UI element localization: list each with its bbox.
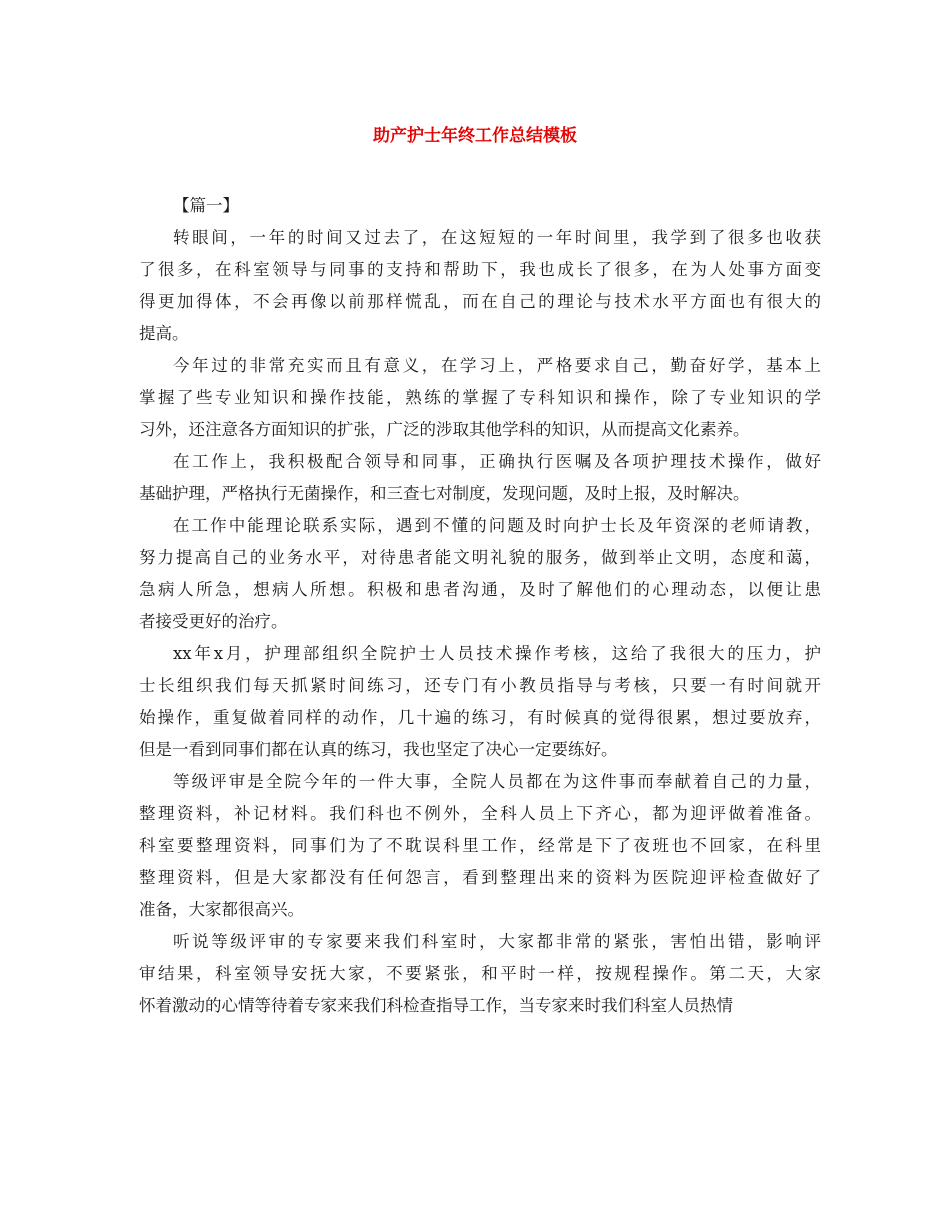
paragraph-line: 始操作，重复做着同样的动作，几十遍的练习，有时候真的觉得很累，想过要放弃， xyxy=(139,708,821,727)
paragraph-line: 基础护理，严格执行无菌操作，和三查七对制度，发现问题，及时上报，及时解决。 xyxy=(139,484,750,503)
body-paragraph xyxy=(139,766,821,926)
paragraph-line: 但是一看到同事们都在认真的练习，我也坚定了决心一定要练好。 xyxy=(139,740,618,759)
paragraph-line: 在工作上，我积极配合领导和同事，正确执行医嘱及各项护理技术操作，做好 xyxy=(173,452,821,471)
body-paragraph xyxy=(139,638,821,766)
document-title: 助产护士年终工作总结模板 xyxy=(373,126,577,146)
paragraph-line: 得更加得体，不会再像以前那样慌乱，而在自己的理论与技术水平方面也有很大的 xyxy=(139,292,821,311)
paragraph-line: 掌握了些专业知识和操作技能，熟练的掌握了专科知识和操作，除了专业知识的学 xyxy=(139,388,821,407)
paragraph-line: 整理资料，但是大家都没有任何怨言，看到整理出来的资料为医院迎评检查做好了 xyxy=(139,868,821,887)
paragraph-line: 科室要整理资料，同事们为了不耽误科里工作，经常是下了夜班也不回家，在科里 xyxy=(139,836,821,855)
paragraph-line: 提高。 xyxy=(139,324,189,343)
paragraph-line: 了很多，在科室领导与同事的支持和帮助下，我也成长了很多，在为人处事方面变 xyxy=(139,260,821,279)
paragraph-line: 听说等级评审的专家要来我们科室时，大家都非常的紧张，害怕出错，影响评 xyxy=(173,932,821,951)
paragraph-line: 整理资料，补记材料。我们科也不例外，全科人员上下齐心，都为迎评做着准备。 xyxy=(139,804,821,823)
paragraph-line: 准备，大家都很高兴。 xyxy=(139,900,304,919)
body-paragraph xyxy=(139,222,821,350)
paragraph-line: 者接受更好的治疗。 xyxy=(139,612,288,631)
paragraph-line: 努力提高自己的业务水平，对待患者能文明礼貌的服务，做到举止文明，态度和蔼， xyxy=(139,548,821,567)
paragraph-line: 习外，还注意各方面知识的扩张，广泛的涉取其他学科的知识，从而提高文化素养。 xyxy=(139,420,750,439)
paragraph-container xyxy=(139,222,821,1022)
body-paragraph xyxy=(139,926,821,1022)
paragraph-line: 急病人所急，想病人所想。积极和患者沟通，及时了解他们的心理动态，以便让患 xyxy=(139,580,821,599)
paragraph-line: xx年x月，护理部组织全院护士人员技术操作考核，这给了我很大的压力，护 xyxy=(173,644,821,663)
body-paragraph xyxy=(139,446,821,510)
paragraph-line: 审结果，科室领导安抚大家，不要紧张，和平时一样，按规程操作。第二天，大家 xyxy=(139,964,821,983)
body-paragraph xyxy=(139,510,821,638)
paragraph-line: 今年过的非常充实而且有意义，在学习上，严格要求自己，勤奋好学，基本上 xyxy=(173,356,821,375)
paragraph-line: 士长组织我们每天抓紧时间练习，还专门有小教员指导与考核，只要一有时间就开 xyxy=(139,676,821,695)
section-label: 【篇一】 xyxy=(173,196,239,215)
paragraph-line: 在工作中能理论联系实际，遇到不懂的问题及时向护士长及年资深的老师请教， xyxy=(173,516,821,535)
paragraph-line: 转眼间，一年的时间又过去了，在这短短的一年时间里，我学到了很多也收获 xyxy=(173,228,821,247)
document-body xyxy=(139,190,821,1022)
paragraph-line: 等级评审是全院今年的一件大事，全院人员都在为这件事而奉献着自己的力量， xyxy=(173,772,821,791)
body-paragraph xyxy=(139,350,821,446)
paragraph-line: 怀着激动的心情等待着专家来我们科检查指导工作，当专家来时我们科室人员热情 xyxy=(139,996,733,1015)
